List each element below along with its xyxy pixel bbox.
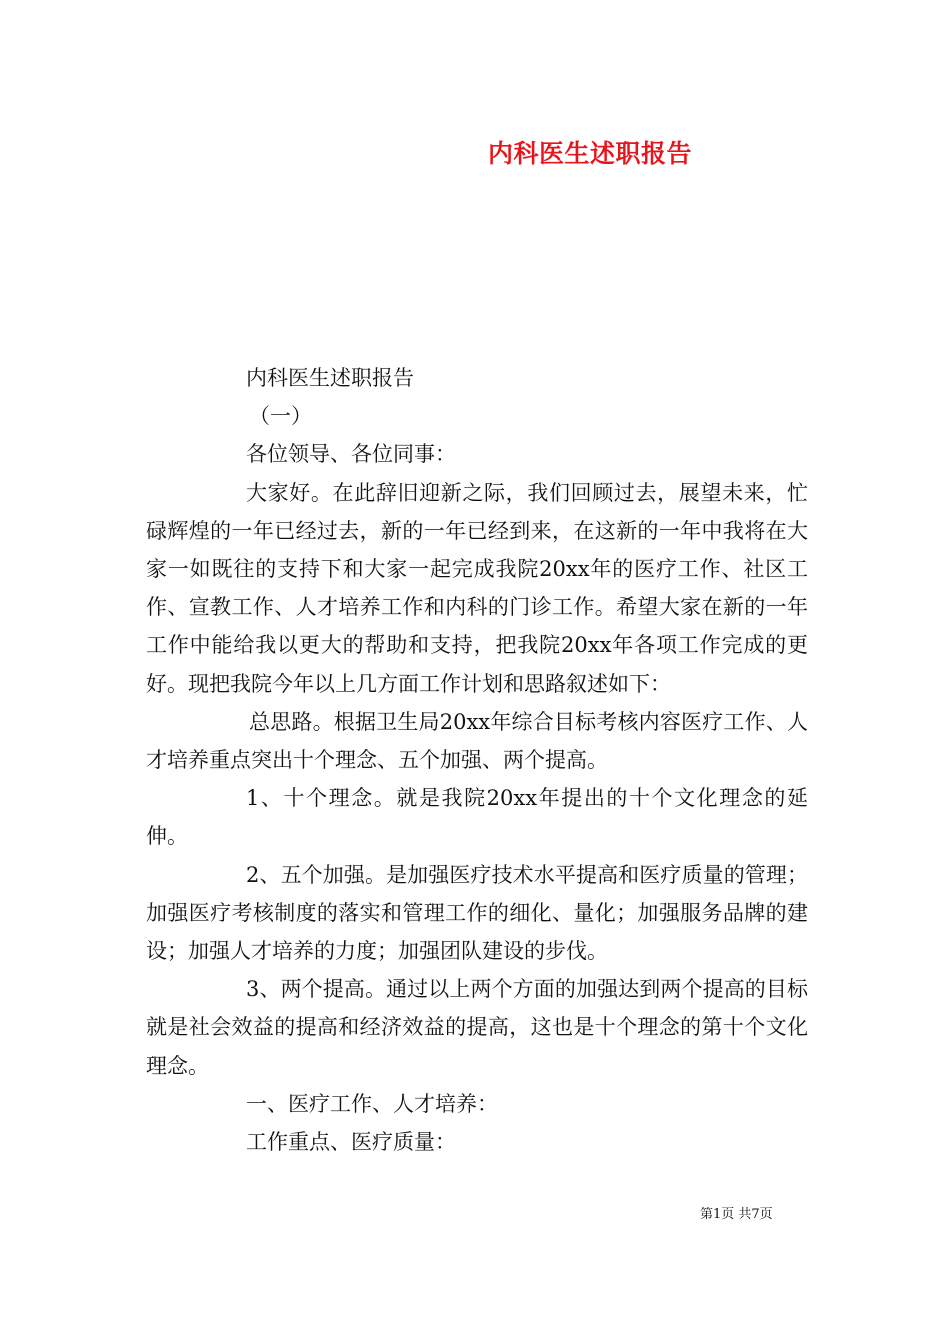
section-heading-1: 一、医疗工作、人才培养： (246, 1091, 498, 1116)
paragraph-point-2: 2、五个加强。是加强医疗技术水平提高和医疗质量的管理；加强医疗考核制度的落实和管理工作的细化、量化；加强服务品牌的建设；加强人才培养的力度；加强团队建设的步伐。 (146, 862, 808, 964)
page-number: 第1页 共7页 (700, 1207, 773, 1222)
document-body (146, 359, 808, 1161)
salutation: 各位领导、各位同事： (246, 442, 456, 467)
paragraph-overall-idea: 总思路。根据卫生局20xx年综合目标考核内容医疗工作、人才培养重点突出十个理念、五个加强、两个提高。 (146, 709, 808, 773)
paragraph-intro: 大家好。在此辞旧迎新之际，我们回顾过去，展望未来，忙碌辉煌的一年已经过去，新的一年已经到来，在这新的一年中我将在大家一如既往的支持下和大家一起完成我院20xx年的医疗工作、社区工作、宣教工作、人才培养工作和内科的门诊工作。希望大家在新的一年工作中能给我以更大的帮助和支持，把我院20xx年各项工作完成的更好。现把我院今年以上几方面工作计划和思路叙述如下： (146, 480, 808, 696)
body-heading: 内科医生述职报告 (246, 366, 414, 390)
document-title: 内科医生述职报告 (488, 139, 693, 168)
paragraph-point-1: 1、十个理念。就是我院20xx年提出的十个文化理念的延伸。 (146, 786, 808, 849)
paragraph-point-3: 3、两个提高。通过以上两个方面的加强达到两个提高的目标就是社会效益的提高和经济效益的提高，这也是十个理念的第十个文化理念。 (146, 977, 808, 1078)
section-number: （一） (249, 404, 312, 429)
subsection-heading: 工作重点、医疗质量： (246, 1130, 456, 1155)
